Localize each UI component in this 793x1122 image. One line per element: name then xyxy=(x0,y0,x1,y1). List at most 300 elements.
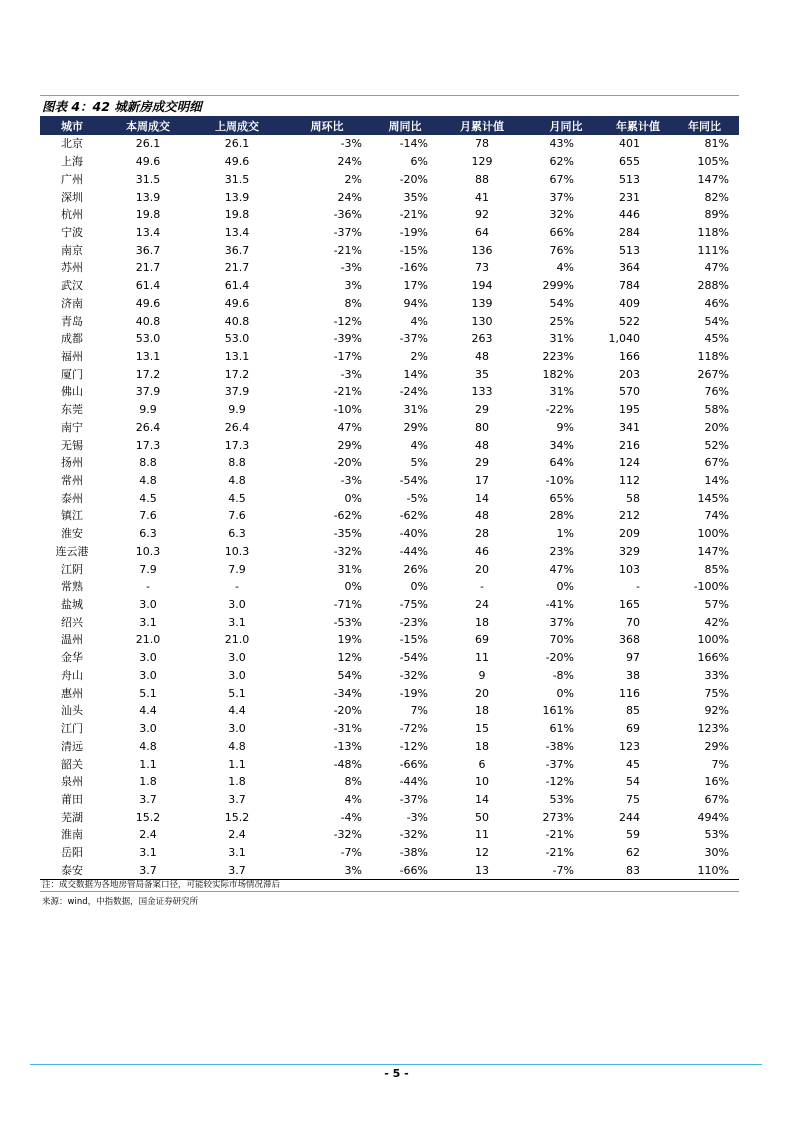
value-cell: -37% xyxy=(545,757,574,771)
value-cell: 53% xyxy=(549,792,574,806)
city-cell: 上海 xyxy=(61,155,83,169)
city-cell: 盐城 xyxy=(61,598,83,612)
value-cell: 3.7 xyxy=(104,861,192,879)
value-cell: -3% xyxy=(340,367,362,381)
table-row xyxy=(40,667,739,685)
value-cell: 17.2 xyxy=(135,367,161,381)
value-cell: -8% xyxy=(552,668,574,682)
table-row xyxy=(40,489,739,507)
city-cell: 佛山 xyxy=(61,385,83,399)
value-cell: -54% xyxy=(399,651,428,665)
value-cell: 14 xyxy=(475,491,489,505)
value-cell: -21% xyxy=(333,243,362,257)
value-cell: 522 xyxy=(619,314,640,328)
table-row xyxy=(40,419,739,437)
table-row xyxy=(40,720,739,738)
table-row xyxy=(40,507,739,525)
value-cell: 47% xyxy=(704,261,729,275)
value-cell: 28% xyxy=(549,509,574,523)
table-row xyxy=(40,596,739,614)
value-cell: 513 xyxy=(619,243,640,257)
value-cell: 7.9 xyxy=(228,562,246,576)
value-cell: -39% xyxy=(333,332,362,346)
city-cell: 莆田 xyxy=(61,792,83,806)
value-cell: -48% xyxy=(333,757,362,771)
value-cell: 111% xyxy=(697,243,729,257)
value-cell: 1.1 xyxy=(139,757,157,771)
value-cell: -12% xyxy=(399,739,428,753)
value-cell: 570 xyxy=(619,385,640,399)
value-cell: 11 xyxy=(475,651,489,665)
value-cell: 58% xyxy=(704,403,729,417)
column-header: 月同比 xyxy=(549,119,583,133)
value-cell: -21% xyxy=(399,208,428,222)
value-cell: 7% xyxy=(410,704,428,718)
table-row xyxy=(40,401,739,419)
value-cell: -35% xyxy=(333,527,362,541)
value-cell: 4.8 xyxy=(139,474,157,488)
value-cell: 33% xyxy=(704,668,729,682)
value-cell: 364 xyxy=(619,261,640,275)
value-cell: 18 xyxy=(475,615,489,629)
value-cell: 4.4 xyxy=(139,704,157,718)
value-cell: 3.0 xyxy=(139,651,157,665)
value-cell: -16% xyxy=(399,261,428,275)
value-cell: 2.4 xyxy=(228,828,246,842)
value-cell: 130 xyxy=(471,314,493,328)
value-cell: -19% xyxy=(399,686,428,700)
value-cell: 67% xyxy=(704,456,729,470)
value-cell: -32% xyxy=(333,828,362,842)
value-cell: 49.6 xyxy=(135,155,161,169)
value-cell: 133 xyxy=(471,385,493,399)
city-cell: 淮安 xyxy=(61,527,83,541)
value-cell: 103 xyxy=(619,562,640,576)
table-row xyxy=(40,737,739,755)
city-cell: 苏州 xyxy=(61,261,83,275)
table-row xyxy=(40,808,739,826)
value-cell: 24 xyxy=(475,598,489,612)
value-cell: 8% xyxy=(344,775,362,789)
value-cell: 58 xyxy=(626,491,640,505)
city-cell: 江门 xyxy=(61,722,83,736)
value-cell: 1% xyxy=(556,527,574,541)
value-cell: -53% xyxy=(333,615,362,629)
value-cell: 24% xyxy=(337,155,362,169)
value-cell: 147% xyxy=(697,544,729,558)
value-cell: 0% xyxy=(344,580,362,594)
value-cell: 4% xyxy=(410,314,428,328)
value-cell: - xyxy=(636,580,640,594)
city-cell: 扬州 xyxy=(61,456,83,470)
value-cell: 3.7 xyxy=(192,861,282,879)
table-row xyxy=(40,277,739,295)
value-cell: 74% xyxy=(704,509,729,523)
value-cell: 85% xyxy=(704,562,729,576)
table-row xyxy=(40,224,739,242)
value-cell: 37.9 xyxy=(224,385,250,399)
value-cell: 40.8 xyxy=(135,314,161,328)
value-cell: -3% xyxy=(340,137,362,151)
value-cell: 329 xyxy=(619,544,640,558)
value-cell: 25% xyxy=(549,314,574,328)
value-cell: -32% xyxy=(333,544,362,558)
value-cell: 80 xyxy=(475,420,489,434)
city-cell: 南宁 xyxy=(61,420,83,434)
value-cell: -20% xyxy=(399,172,428,186)
value-cell: 273% xyxy=(542,810,574,824)
value-cell: 7.9 xyxy=(139,562,157,576)
city-cell: 宁波 xyxy=(61,225,83,239)
value-cell: 9.9 xyxy=(228,403,246,417)
city-cell: 泰安 xyxy=(40,861,104,879)
value-cell: 65% xyxy=(549,491,574,505)
value-cell: -20% xyxy=(545,651,574,665)
value-cell: -19% xyxy=(399,225,428,239)
value-cell: 19.8 xyxy=(135,208,161,222)
value-cell: 31.5 xyxy=(135,172,161,186)
value-cell: -44% xyxy=(399,544,428,558)
value-cell: -41% xyxy=(545,598,574,612)
value-cell: - xyxy=(480,580,484,594)
value-cell: - xyxy=(235,580,239,594)
value-cell: 4.5 xyxy=(139,491,157,505)
value-cell: -38% xyxy=(399,846,428,860)
value-cell: 267% xyxy=(697,367,729,381)
value-cell: 8% xyxy=(344,296,362,310)
table-row xyxy=(40,826,739,844)
value-cell: 20% xyxy=(704,420,729,434)
column-header: 城市 xyxy=(61,119,83,133)
value-cell: 5.1 xyxy=(228,686,246,700)
table-row xyxy=(40,472,739,490)
city-cell: 泰州 xyxy=(61,491,83,505)
value-cell: 195 xyxy=(619,403,640,417)
value-cell: 21.7 xyxy=(224,261,250,275)
value-cell: 61.4 xyxy=(224,279,250,293)
value-cell: -14% xyxy=(399,137,428,151)
value-cell: 6.3 xyxy=(228,527,246,541)
value-cell: -3% xyxy=(340,474,362,488)
value-cell: 54 xyxy=(626,775,640,789)
table-row xyxy=(40,170,739,188)
value-cell: 263 xyxy=(471,332,493,346)
value-cell: -37% xyxy=(333,225,362,239)
city-cell: 杭州 xyxy=(61,208,83,222)
value-cell: 26% xyxy=(403,562,428,576)
value-cell: -66% xyxy=(372,861,438,879)
value-cell: 92% xyxy=(704,704,729,718)
value-cell: 17 xyxy=(475,474,489,488)
city-cell: 泉州 xyxy=(61,775,83,789)
table-row xyxy=(40,613,739,631)
value-cell: 7% xyxy=(711,757,729,771)
value-cell: 401 xyxy=(619,137,640,151)
value-cell: 3.0 xyxy=(228,598,246,612)
table-row xyxy=(40,383,739,401)
value-cell: 36.7 xyxy=(224,243,250,257)
source-line: 来源：wind，中指数据，国金证券研究所 xyxy=(42,897,199,907)
table-row xyxy=(40,436,739,454)
value-cell: 1.1 xyxy=(228,757,246,771)
value-cell: 166 xyxy=(619,349,640,363)
city-cell: 常州 xyxy=(61,474,83,488)
value-cell: 0% xyxy=(556,580,574,594)
value-cell: 341 xyxy=(619,420,640,434)
value-cell: -34% xyxy=(333,686,362,700)
value-cell: 4.8 xyxy=(228,739,246,753)
value-cell: 7.6 xyxy=(139,509,157,523)
city-cell: 清远 xyxy=(61,739,83,753)
value-cell: -36% xyxy=(333,208,362,222)
value-cell: 45% xyxy=(704,332,729,346)
value-cell: 12% xyxy=(337,651,362,665)
table-row xyxy=(40,525,739,543)
figure-title: 图表 4：42 城新房成交明细 xyxy=(42,99,202,114)
value-cell: 47% xyxy=(337,420,362,434)
value-cell: 49.6 xyxy=(135,296,161,310)
value-cell: 15 xyxy=(475,722,489,736)
value-cell: 75 xyxy=(626,792,640,806)
value-cell: 13.4 xyxy=(135,225,161,239)
value-cell: 45 xyxy=(626,757,640,771)
city-cell: 连云港 xyxy=(55,544,89,558)
table-row xyxy=(40,312,739,330)
value-cell: 73 xyxy=(475,261,489,275)
value-cell: 61.4 xyxy=(135,279,161,293)
value-cell: -31% xyxy=(333,722,362,736)
value-cell: 37% xyxy=(549,190,574,204)
value-cell: 92 xyxy=(475,208,489,222)
value-cell: 5.1 xyxy=(139,686,157,700)
value-cell: 112 xyxy=(619,474,640,488)
value-cell: 100% xyxy=(697,633,729,647)
value-cell: 8.8 xyxy=(228,456,246,470)
value-cell: -44% xyxy=(399,775,428,789)
value-cell: 16% xyxy=(704,775,729,789)
value-cell: 41 xyxy=(475,190,489,204)
value-cell: 136 xyxy=(471,243,493,257)
value-cell: -32% xyxy=(399,668,428,682)
value-cell: 35% xyxy=(403,190,428,204)
value-cell: 82% xyxy=(704,190,729,204)
value-cell: 10.3 xyxy=(135,544,161,558)
value-cell: 26.4 xyxy=(224,420,250,434)
value-cell: -12% xyxy=(333,314,362,328)
value-cell: 116 xyxy=(619,686,640,700)
value-cell: 124 xyxy=(619,456,640,470)
table-row xyxy=(40,649,739,667)
table-row xyxy=(40,330,739,348)
value-cell: 2% xyxy=(410,349,428,363)
column-header: 上周成交 xyxy=(215,119,259,133)
table-row xyxy=(40,135,739,153)
value-cell: 89% xyxy=(704,208,729,222)
value-cell: 40.8 xyxy=(224,314,250,328)
value-cell: 18 xyxy=(475,704,489,718)
value-cell: -71% xyxy=(333,598,362,612)
value-cell: -20% xyxy=(333,704,362,718)
table-body xyxy=(40,135,739,880)
value-cell: -10% xyxy=(333,403,362,417)
value-cell: 284 xyxy=(619,225,640,239)
table-row xyxy=(40,560,739,578)
value-cell: 2.4 xyxy=(139,828,157,842)
value-cell: 19% xyxy=(337,633,362,647)
value-cell: -75% xyxy=(399,598,428,612)
value-cell: 10.3 xyxy=(224,544,250,558)
city-cell: 汕头 xyxy=(61,704,83,718)
value-cell: 34% xyxy=(549,438,574,452)
value-cell: 13.9 xyxy=(224,190,250,204)
city-cell: 惠州 xyxy=(61,686,83,700)
value-cell: 62% xyxy=(549,155,574,169)
city-cell: 东莞 xyxy=(61,403,83,417)
value-cell: 4% xyxy=(410,438,428,452)
city-cell: 常熟 xyxy=(61,580,83,594)
city-cell: 金华 xyxy=(61,651,83,665)
value-cell: 15.2 xyxy=(224,810,250,824)
value-cell: 24% xyxy=(337,190,362,204)
table-row xyxy=(40,294,739,312)
value-cell: 145% xyxy=(697,491,729,505)
value-cell: 32% xyxy=(549,208,574,222)
value-cell: 78 xyxy=(475,137,489,151)
value-cell: 75% xyxy=(704,686,729,700)
value-cell: -62% xyxy=(333,509,362,523)
table-row xyxy=(40,188,739,206)
value-cell: 3.1 xyxy=(228,846,246,860)
value-cell: 54% xyxy=(549,296,574,310)
top-rule xyxy=(40,95,739,96)
value-cell: -62% xyxy=(399,509,428,523)
value-cell: 28 xyxy=(475,527,489,541)
value-cell: 6 xyxy=(478,757,486,771)
value-cell: 4.5 xyxy=(228,491,246,505)
value-cell: 37.9 xyxy=(135,385,161,399)
table-row xyxy=(40,454,739,472)
value-cell: 4% xyxy=(556,261,574,275)
value-cell: 655 xyxy=(619,155,640,169)
value-cell: 13.1 xyxy=(135,349,161,363)
value-cell: 26.1 xyxy=(135,137,161,151)
value-cell: -5% xyxy=(406,491,428,505)
value-cell: 36.7 xyxy=(135,243,161,257)
value-cell: 6.3 xyxy=(139,527,157,541)
value-cell: 70% xyxy=(549,633,574,647)
value-cell: 3.0 xyxy=(228,722,246,736)
city-cell: 淮南 xyxy=(61,828,83,842)
city-cell: 北京 xyxy=(61,137,83,151)
column-header: 年累计值 xyxy=(616,119,660,133)
value-cell: 30% xyxy=(704,846,729,860)
value-cell: 20 xyxy=(475,686,489,700)
city-cell: 成都 xyxy=(61,332,83,346)
value-cell: 3.7 xyxy=(139,792,157,806)
table-row xyxy=(40,348,739,366)
city-cell: 江阴 xyxy=(61,562,83,576)
value-cell: 61% xyxy=(549,722,574,736)
value-cell: 62 xyxy=(626,846,640,860)
value-cell: 1.8 xyxy=(139,775,157,789)
value-cell: 13.9 xyxy=(135,190,161,204)
value-cell: 94% xyxy=(403,296,428,310)
value-cell: 83 xyxy=(606,861,670,879)
table-row xyxy=(40,578,739,596)
value-cell: 4% xyxy=(344,792,362,806)
table-row xyxy=(40,684,739,702)
value-cell: 17.3 xyxy=(135,438,161,452)
value-cell: 26.1 xyxy=(224,137,250,151)
value-cell: 69 xyxy=(475,633,489,647)
value-cell: -72% xyxy=(399,722,428,736)
value-cell: -22% xyxy=(545,403,574,417)
city-cell: 芜湖 xyxy=(61,810,83,824)
value-cell: 9.9 xyxy=(139,403,157,417)
table-row xyxy=(40,755,739,773)
city-cell: 武汉 xyxy=(61,279,83,293)
value-cell: 31% xyxy=(549,385,574,399)
table-row xyxy=(40,702,739,720)
value-cell: 18 xyxy=(475,739,489,753)
footer-rule xyxy=(30,1064,762,1065)
value-cell: 223% xyxy=(542,349,574,363)
value-cell: 3.7 xyxy=(228,792,246,806)
value-cell: 67% xyxy=(704,792,729,806)
value-cell: 14% xyxy=(403,367,428,381)
value-cell: 3.0 xyxy=(228,668,246,682)
value-cell: 5% xyxy=(410,456,428,470)
value-cell: 97 xyxy=(626,651,640,665)
value-cell: 118% xyxy=(697,349,729,363)
value-cell: -23% xyxy=(399,615,428,629)
value-cell: 118% xyxy=(697,225,729,239)
table-row xyxy=(40,206,739,224)
value-cell: 15.2 xyxy=(135,810,161,824)
value-cell: -12% xyxy=(545,775,574,789)
value-cell: 21.0 xyxy=(224,633,250,647)
table-row xyxy=(40,259,739,277)
value-cell: 123% xyxy=(697,722,729,736)
table-row xyxy=(40,241,739,259)
value-cell: 52% xyxy=(704,438,729,452)
city-cell: 岳阳 xyxy=(61,846,83,860)
value-cell: 446 xyxy=(619,208,640,222)
value-cell: 21.0 xyxy=(135,633,161,647)
value-cell: 59 xyxy=(626,828,640,842)
value-cell: 49.6 xyxy=(224,155,250,169)
value-cell: 47% xyxy=(549,562,574,576)
value-cell: 26.4 xyxy=(135,420,161,434)
value-cell: 8.8 xyxy=(139,456,157,470)
transactions-table xyxy=(40,116,739,880)
value-cell: -7% xyxy=(526,861,606,879)
value-cell: -21% xyxy=(545,846,574,860)
value-cell: 368 xyxy=(619,633,640,647)
value-cell: 166% xyxy=(697,651,729,665)
value-cell: 64 xyxy=(475,225,489,239)
value-cell: 66% xyxy=(549,225,574,239)
value-cell: -100% xyxy=(693,580,729,594)
value-cell: 216 xyxy=(619,438,640,452)
value-cell: -3% xyxy=(340,261,362,275)
value-cell: 105% xyxy=(697,155,729,169)
page-number: - 5 - xyxy=(384,1067,409,1080)
value-cell: 37% xyxy=(549,615,574,629)
value-cell: -21% xyxy=(545,828,574,842)
value-cell: 3.1 xyxy=(228,615,246,629)
value-cell: 209 xyxy=(619,527,640,541)
